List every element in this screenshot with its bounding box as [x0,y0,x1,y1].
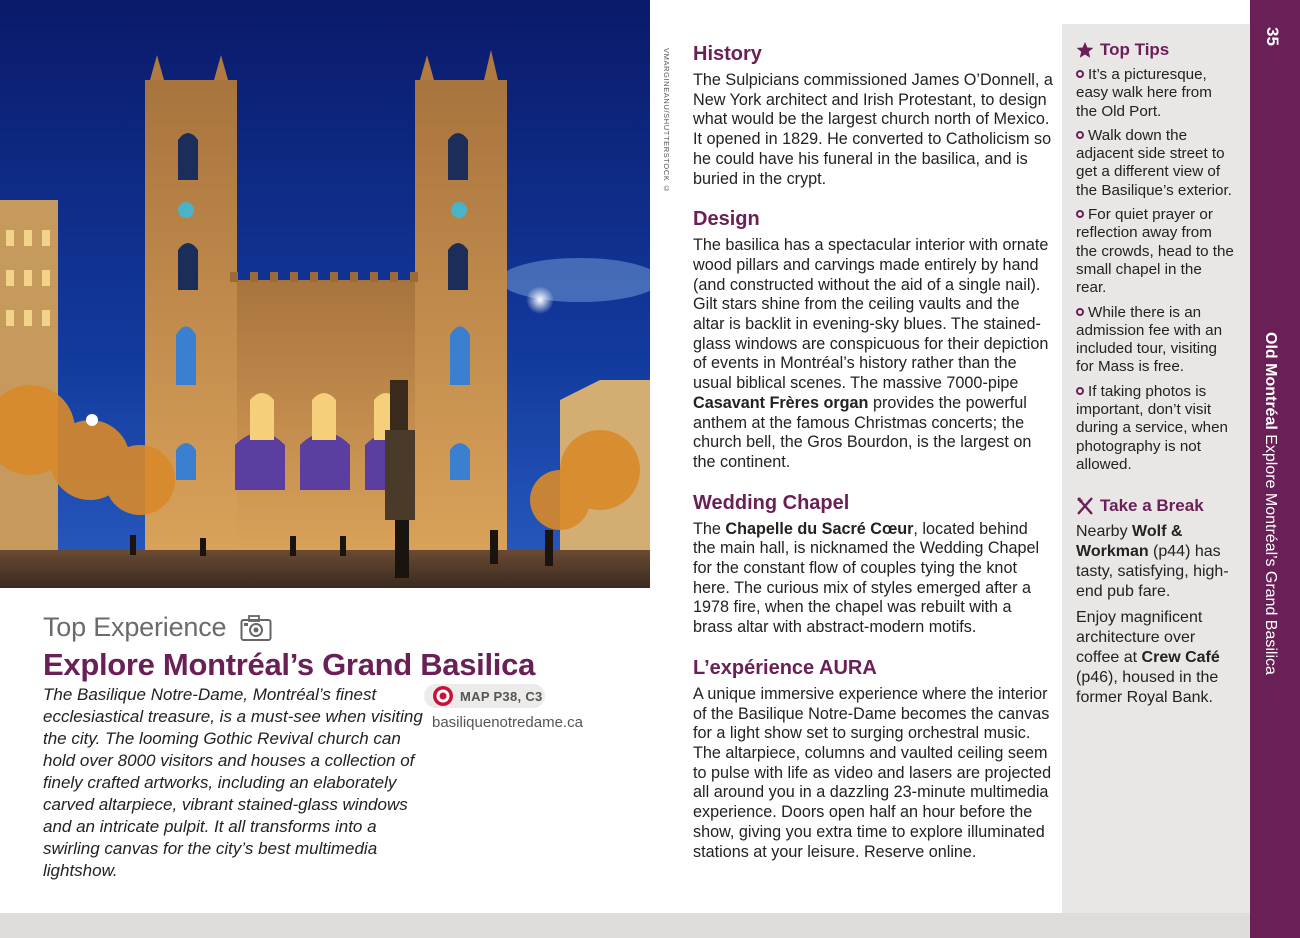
section-wedding-chapel [693,491,1053,638]
tip-text: While there is an admission fee with an included tour, visiting for Mass is free. [1076,303,1223,376]
venue-name: Crew Café [1141,649,1220,667]
map-reference-badge[interactable] [424,684,545,708]
chapter-section: Old Montréal [1262,332,1279,430]
map-reference-label: MAP P38, C3 [460,688,543,704]
tip-item [1076,206,1236,297]
tip-item [1076,127,1236,200]
chapter-subtitle: Explore Montréal’s Grand Basilica [1262,429,1279,675]
text-run: provides the powerful anthem at the famous Christmas concerts; the church bell, the Gros Bourdon, is the largest on the continent. [693,393,1032,471]
main-column [693,42,1053,880]
bullet-icon [1076,387,1084,395]
bullet-icon [1076,131,1084,139]
sidebar [1062,24,1250,913]
basilica-photo [0,0,650,588]
intro-paragraph: The Basilique Notre-Dame, Montréal’s finest ecclesiastical treasure, is a must-see when visiting the city. The looming Gothic Revival church can hold over 8000 visitors and houses a collection of finely crafted artworks, including an elaborately carved altarpiece, vibrant stained-glass windows and an intricate pulpit. It all transforms into a swirling canvas for the city’s best multimedia lightshow. [43,685,423,880]
break-suggestion [1076,608,1236,708]
take-a-break-label: Take a Break [1100,496,1204,516]
organ-name: Casavant Frères organ [693,393,869,412]
tip-text: If taking photos is important, don’t visit during a service, when photography is not allowed. [1076,382,1228,473]
page-title: Explore Montréal’s Grand Basilica [43,647,536,682]
section-text [693,236,1053,472]
website-link[interactable]: basiliquenotredame.ca [432,714,583,731]
text-run: The basilica has a spectacular interior with ornate wood pillars and carvings made entirely by hand (and constructed without the aid of a single nail). Gilt stars shine from the ceiling vaults and the altar is backlit in evening-sky blues. The stained-glass windows are conspicuous for their depiction of events in Montréal’s history rather than the usual biblical scenes. The massive 7000-pipe [693,236,1049,393]
fork-knife-icon [1076,497,1094,515]
section-heading: L’expérience AURA [693,656,877,679]
section-design [693,207,1053,472]
tip-item [1076,383,1236,474]
chapter-title [1261,332,1279,675]
text-run: Nearby [1076,523,1133,541]
break-suggestion [1076,522,1236,602]
section-text [693,520,1053,638]
text-run: , located behind the main hall, is nicknamed the Wedding Chapel for the constant flow of couples tying the knot here. The curious mix of styles emerged after a 1978 fire, when the chapel was rebuilt with a brass altar with abstract-modern motifs. [693,519,1040,637]
photo-credit: VMARGINEANU/SHUTTERSTOCK © [662,48,671,194]
section-heading: Design [693,208,760,231]
text-run: (p46), housed in the former Royal Bank. [1076,669,1219,707]
text-run: (p44) has tasty, satisfying, high-end pub fare. [1076,543,1229,601]
text-run: Enjoy magnificent architecture over coffee at [1076,609,1203,667]
section-aura [693,656,1053,862]
venue-name: Wolf & Workman [1076,523,1183,561]
page-number: 35 [1263,27,1282,46]
top-tips-heading [1076,40,1236,60]
bullet-icon [1076,70,1084,78]
header-block [43,612,603,683]
take-a-break-heading [1076,496,1236,516]
section-heading: Wedding Chapel [693,491,850,514]
tip-text: It’s a picturesque, easy walk here from the Old Port. [1076,66,1212,120]
bullet-icon [1076,210,1084,218]
star-icon [1076,41,1094,59]
chapel-name: Chapelle du Sacré Cœur [725,519,914,538]
section-text: A unique immersive experience where the interior of the Basilique Notre-Dame becomes the canvas for a light show set to surging orchestral music. The altarpiece, columns and vaulted ceiling seem to pulse with life as video and lasers are projected all around you in a dazzling 23-minute multimedia experience. Doors open half an hour before the show, giving you extra time to explore illuminated stations at your leisure. Reserve online. [693,684,1052,861]
tip-item [1076,304,1236,377]
top-tips-label: Top Tips [1100,40,1170,59]
section-text: The Sulpicians commissioned James O’Donnell, a New York architect and Irish Protestant, to design what would be the largest church north of Mexico. It opened in 1829. He converted to Catholicism so he could have his funeral in the basilica, and is buried in the crypt. [693,71,1053,188]
tip-item [1076,66,1236,121]
bullet-icon [1076,308,1084,316]
section-history [693,42,1053,189]
kicker-label: Top Experience [43,612,227,642]
top-experience-kicker [43,612,603,643]
camera-icon [240,614,272,642]
tip-text: Walk down the adjacent side street to get a different view of the Basilique’s exterior. [1076,126,1232,199]
text-run: The [693,519,726,538]
section-heading: History [693,43,762,65]
tip-text: For quiet prayer or reflection away from the crowds, head to the small chapel in the rear. [1076,206,1234,297]
map-target-icon [432,685,454,707]
